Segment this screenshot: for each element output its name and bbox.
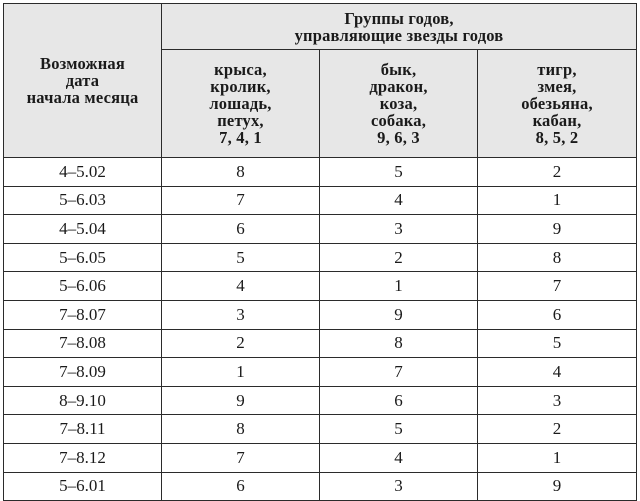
column-header-line: змея,	[537, 77, 577, 96]
table-row	[4, 272, 637, 301]
value-cell: 6	[478, 300, 637, 329]
column-header-line: собака,	[370, 111, 427, 130]
corner-header	[4, 4, 162, 158]
value-cell: 7	[162, 186, 320, 215]
column-header-line: обезьяна,	[521, 94, 593, 113]
year-stars-table	[3, 3, 637, 501]
date-cell: 5–6.03	[4, 186, 162, 215]
date-cell: 5–6.05	[4, 243, 162, 272]
value-cell: 2	[320, 243, 478, 272]
value-cell: 5	[320, 415, 478, 444]
column-header-line: 9, 6, 3	[377, 128, 420, 147]
value-cell: 1	[162, 358, 320, 387]
value-cell: 8	[162, 158, 320, 187]
value-cell: 4	[162, 272, 320, 301]
value-cell: 2	[478, 158, 637, 187]
value-cell: 7	[320, 358, 478, 387]
corner-header-line: начала месяца	[26, 88, 139, 107]
header-row-top	[4, 4, 637, 50]
table-row	[4, 443, 637, 472]
value-cell: 3	[320, 215, 478, 244]
date-cell: 7–8.12	[4, 443, 162, 472]
column-header-line: дракон,	[369, 77, 428, 96]
column-header-line: 7, 4, 1	[219, 128, 262, 147]
column-header-line: крыса,	[214, 60, 267, 79]
column-header-line: бык,	[380, 60, 417, 79]
date-cell: 7–8.07	[4, 300, 162, 329]
table-row	[4, 358, 637, 387]
column-header-line: лошадь,	[209, 94, 272, 113]
date-cell: 8–9.10	[4, 386, 162, 415]
value-cell: 5	[162, 243, 320, 272]
value-cell: 8	[162, 415, 320, 444]
date-cell: 7–8.11	[4, 415, 162, 444]
value-cell: 3	[162, 300, 320, 329]
value-cell: 2	[162, 329, 320, 358]
value-cell: 4	[478, 358, 637, 387]
value-cell: 4	[320, 443, 478, 472]
date-cell: 5–6.01	[4, 472, 162, 501]
date-cell: 7–8.08	[4, 329, 162, 358]
column-header-line: кролик,	[210, 77, 271, 96]
column-header-group-3	[478, 50, 637, 158]
date-cell: 7–8.09	[4, 358, 162, 387]
value-cell: 6	[162, 215, 320, 244]
column-header-line: кабан,	[532, 111, 582, 130]
value-cell: 1	[478, 186, 637, 215]
date-cell: 4–5.04	[4, 215, 162, 244]
column-header-group-2	[320, 50, 478, 158]
table-row	[4, 472, 637, 501]
value-cell: 2	[478, 415, 637, 444]
group-header-line: управляющие звезды годов	[294, 25, 504, 45]
table-row	[4, 243, 637, 272]
date-cell: 5–6.06	[4, 272, 162, 301]
group-header	[162, 4, 637, 50]
table-row	[4, 329, 637, 358]
date-cell: 4–5.02	[4, 158, 162, 187]
column-header-line: петух,	[217, 111, 264, 130]
table-row	[4, 300, 637, 329]
value-cell: 8	[478, 243, 637, 272]
value-cell: 9	[478, 472, 637, 501]
value-cell: 9	[162, 386, 320, 415]
value-cell: 6	[320, 386, 478, 415]
column-header-line: коза,	[379, 94, 418, 113]
column-header-group-1	[162, 50, 320, 158]
value-cell: 6	[162, 472, 320, 501]
value-cell: 8	[320, 329, 478, 358]
table-row	[4, 186, 637, 215]
value-cell: 5	[478, 329, 637, 358]
column-header-line: 8, 5, 2	[535, 128, 579, 147]
value-cell: 4	[320, 186, 478, 215]
value-cell: 1	[478, 443, 637, 472]
table-row	[4, 158, 637, 187]
value-cell: 5	[320, 158, 478, 187]
corner-header-line: дата	[65, 71, 100, 90]
value-cell: 3	[320, 472, 478, 501]
column-header-line: тигр,	[537, 60, 577, 79]
table-row	[4, 415, 637, 444]
table-row	[4, 215, 637, 244]
value-cell: 3	[478, 386, 637, 415]
corner-header-line: Возможная	[40, 54, 125, 73]
value-cell: 9	[478, 215, 637, 244]
value-cell: 1	[320, 272, 478, 301]
value-cell: 7	[478, 272, 637, 301]
value-cell: 7	[162, 443, 320, 472]
table-row	[4, 386, 637, 415]
value-cell: 9	[320, 300, 478, 329]
group-header-line: Группы годов,	[344, 8, 454, 28]
